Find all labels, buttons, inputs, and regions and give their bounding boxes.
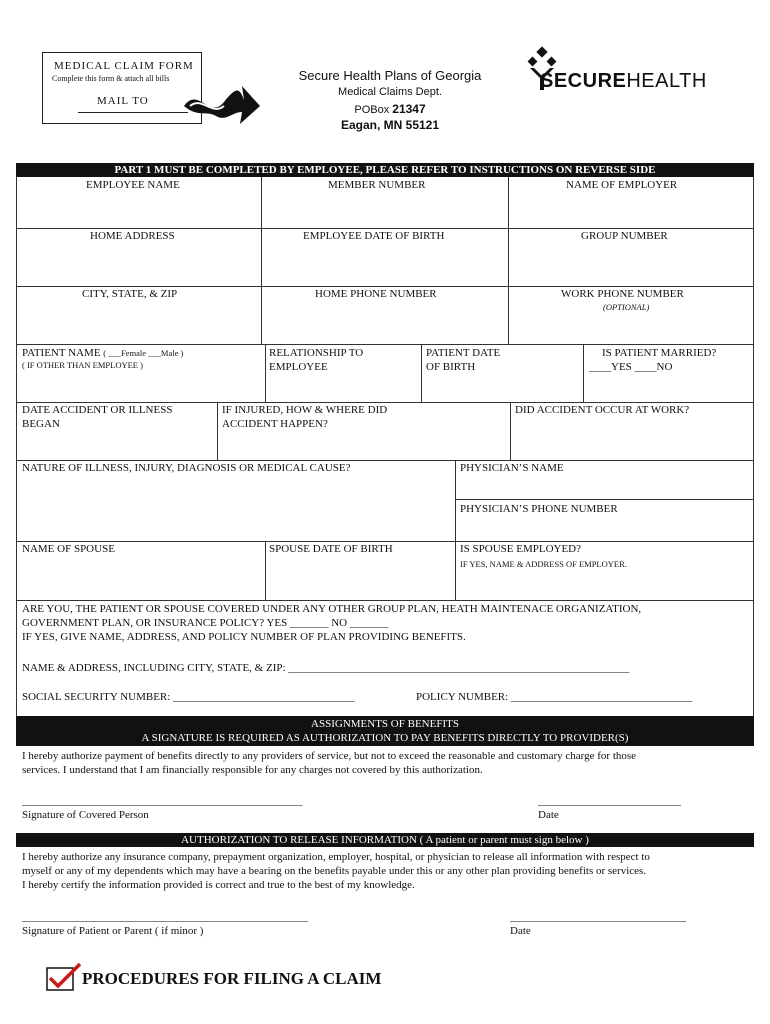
home-address-label: HOME ADDRESS — [90, 230, 175, 242]
policy-number-field[interactable]: POLICY NUMBER: _________________________________ — [416, 691, 693, 703]
patient-signature-label: Signature of Patient or Parent ( if minor ) — [22, 925, 204, 937]
physician-phone-label: PHYSICIAN’S PHONE NUMBER — [460, 503, 618, 515]
at-work-label: DID ACCIDENT OCCUR AT WORK? — [515, 404, 690, 416]
member-number-label: MEMBER NUMBER — [328, 179, 426, 191]
spouse-employed-label: IS SPOUSE EMPLOYED? — [460, 543, 582, 555]
part1-banner: PART 1 MUST BE COMPLETED BY EMPLOYEE, PLEASE REFER TO INSTRUCTIONS ON REVERSE SIDE — [16, 163, 754, 177]
assignment-text-1: I hereby authorize payment of benefits directly to any providers of service, but not to exceed the reasonable and customary charge for those — [22, 750, 637, 762]
married-label: IS PATIENT MARRIED? — [602, 347, 717, 359]
stamp-title: MEDICAL CLAIM FORM — [54, 60, 194, 72]
ssn-field[interactable]: SOCIAL SECURITY NUMBER: _________________________________ — [22, 691, 355, 703]
group-number-label: GROUP NUMBER — [581, 230, 668, 242]
covered-person-signature-line[interactable]: ___________________________________________________ — [22, 795, 303, 807]
release-text-1: I hereby authorize any insurance company, prepayment organization, employer, hospital, or physician to release all information with respect to — [22, 851, 650, 863]
work-phone-label: WORK PHONE NUMBER — [561, 288, 684, 300]
patient-name-label: PATIENT NAME ( ___Female ___Male ) — [22, 347, 184, 359]
mail-to-stamp — [42, 52, 202, 124]
assignment-date-label: Date — [538, 809, 559, 821]
assignment-subtitle: A SIGNATURE IS REQUIRED AS AUTHORIZATION TO PAY BENEFITS DIRECTLY TO PROVIDER(S) — [141, 732, 629, 744]
member-number-field[interactable] — [262, 194, 507, 227]
relationship-label-1: RELATIONSHIP TO — [269, 347, 364, 359]
physician-name-label: PHYSICIAN’S NAME — [460, 462, 564, 474]
stamp-mail-to: MAIL TO — [97, 95, 149, 107]
employee-dob-label: EMPLOYEE DATE OF BIRTH — [303, 230, 445, 242]
arrow-icon — [180, 78, 262, 128]
release-banner: AUTHORIZATION TO RELEASE INFORMATION ( A patient or parent must sign below ) — [16, 833, 754, 847]
name-of-employer-field[interactable] — [509, 194, 752, 227]
nature-label: NATURE OF ILLNESS, INJURY, DIAGNOSIS OR MEDICAL CAUSE? — [22, 462, 351, 474]
spouse-dob-label: SPOUSE DATE OF BIRTH — [269, 543, 393, 555]
injured-label-2: ACCIDENT HAPPEN? — [222, 418, 328, 430]
assignment-banner — [16, 716, 754, 746]
work-phone-field[interactable] — [509, 314, 752, 343]
patient-signature-line[interactable]: ____________________________________________________ — [22, 911, 308, 923]
name-of-employer-label: NAME OF EMPLOYER — [566, 179, 678, 191]
home-phone-field[interactable] — [262, 303, 507, 343]
home-address-field[interactable] — [17, 245, 260, 285]
city-line: Eagan, MN 55121 — [340, 118, 440, 132]
covered-person-signature-label: Signature of Covered Person — [22, 809, 149, 821]
relationship-label-2: EMPLOYEE — [269, 361, 328, 373]
checkbox-checked-icon — [46, 962, 82, 992]
assignment-title: ASSIGNMENTS OF BENEFITS — [311, 718, 459, 730]
procedures-heading: PROCEDURES FOR FILING A CLAIM — [82, 969, 382, 988]
assignment-date-line[interactable]: __________________________ — [538, 795, 681, 807]
employee-dob-field[interactable] — [262, 245, 507, 285]
release-date-label: Date — [510, 925, 531, 937]
patient-dob-label-2: OF BIRTH — [426, 361, 476, 373]
employee-name-field[interactable] — [17, 194, 260, 227]
securehealth-logo: SECUREHEALTH — [540, 70, 707, 92]
assignment-text-2: services. I understand that I am financially responsible for any charges not covered by this authorization. — [22, 764, 483, 776]
other-plan-name-address[interactable]: NAME & ADDRESS, INCLUDING CITY, STATE, & ZIP: ______________________________________________________________ — [22, 662, 630, 674]
patient-sex-options[interactable]: ( ___Female ___Male ) — [103, 348, 184, 358]
claims-dept: Medical Claims Dept. — [338, 86, 442, 98]
po-box: POBox 21347 — [354, 102, 426, 116]
city-state-zip-field[interactable] — [17, 303, 260, 343]
injured-label-1: IF INJURED, HOW & WHERE DID — [222, 404, 388, 416]
other-coverage-line-1: ARE YOU, THE PATIENT OR SPOUSE COVERED UNDER ANY OTHER GROUP PLAN, HEATH MAINTENACE ORGANIZATION, — [22, 603, 642, 615]
plan-name: Secure Health Plans of Georgia — [298, 68, 482, 83]
spouse-employer-note: IF YES, NAME & ADDRESS OF EMPLOYER. — [460, 559, 627, 569]
other-coverage-line-3: IF YES, GIVE NAME, ADDRESS, AND POLICY NUMBER OF PLAN PROVIDING BENEFITS. — [22, 631, 466, 643]
married-options[interactable]: ____YES ____NO — [589, 361, 673, 373]
group-number-field[interactable] — [509, 245, 752, 285]
optional-note: (OPTIONAL) — [603, 302, 650, 312]
city-state-zip-label: CITY, STATE, & ZIP — [82, 288, 178, 300]
if-other-note: ( IF OTHER THAN EMPLOYEE ) — [22, 360, 143, 370]
accident-date-label-1: DATE ACCIDENT OR ILLNESS — [22, 404, 173, 416]
patient-dob-label-1: PATIENT DATE — [426, 347, 501, 359]
home-phone-label: HOME PHONE NUMBER — [315, 288, 437, 300]
release-text-3: I hereby certify the information provided is correct and true to the best of my knowledge. — [22, 879, 415, 891]
employee-name-label: EMPLOYEE NAME — [86, 179, 180, 191]
other-coverage-line-2[interactable]: GOVERNMENT PLAN, OR INSURANCE POLICY? YES _______ NO _______ — [22, 617, 389, 629]
accident-date-label-2: BEGAN — [22, 418, 60, 430]
stamp-subtitle: Complete this form & attach all bills — [52, 74, 170, 83]
release-text-2: myself or any of my dependents which may have a bearing on the benefits payable under this or any other plan providing benefits or services. — [22, 865, 647, 877]
spouse-name-label: NAME OF SPOUSE — [22, 543, 115, 555]
release-date-line[interactable]: ________________________________ — [510, 911, 686, 923]
